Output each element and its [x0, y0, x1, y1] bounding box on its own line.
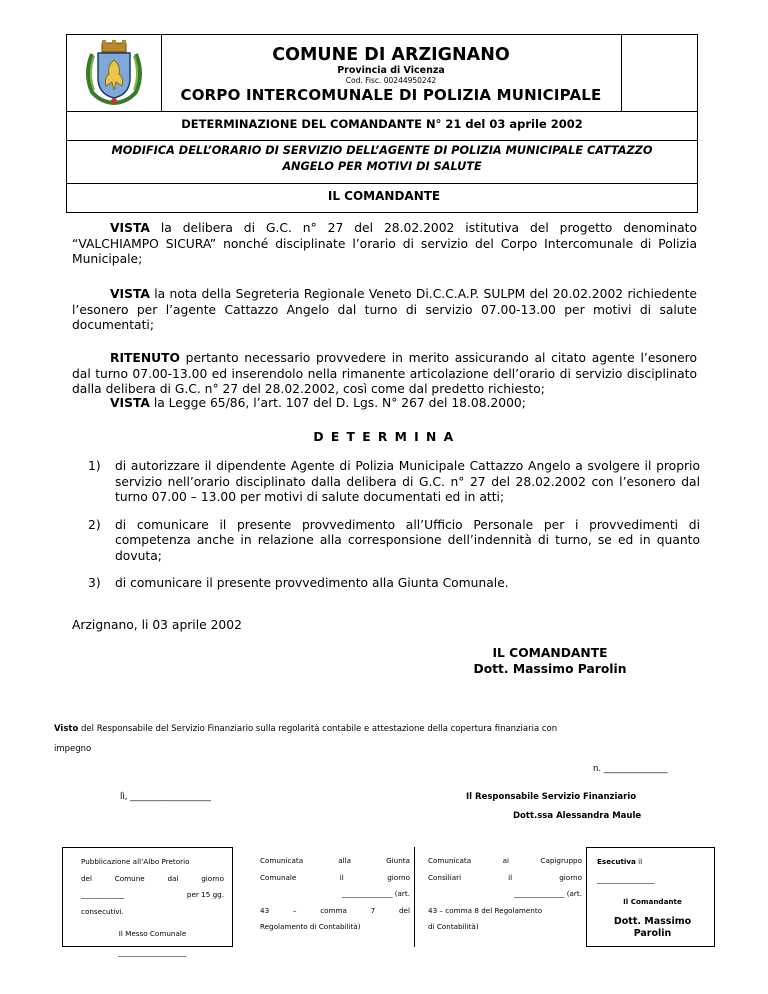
- esecutiva-text: il: [635, 857, 643, 866]
- codice-fiscale: Cod. Fisc. 00244950242: [345, 76, 437, 85]
- cell-word: il: [339, 872, 344, 882]
- giunta-line-3: ______________ (art.: [342, 889, 410, 898]
- cell-word: per 15 gg.: [186, 890, 224, 899]
- cell-word: giorno: [559, 872, 582, 882]
- impegno-number: n. _______________: [593, 764, 668, 774]
- cell-word: alla: [338, 856, 351, 865]
- cell-word: il: [508, 872, 513, 882]
- esecutiva-label: Esecutiva: [597, 857, 636, 866]
- list-item-number: 2): [88, 517, 101, 532]
- vista-label: VISTA: [110, 221, 150, 235]
- comune-title: COMUNE DI ARZIGNANO: [272, 45, 510, 65]
- capigruppo-line-5: di Contabilità): [428, 922, 479, 931]
- paragraph-vista-2: [72, 287, 697, 334]
- cell-word: Consiliari: [428, 872, 462, 882]
- paragraph-ritenuto: [72, 351, 697, 398]
- paragraph-vista-3: [110, 396, 700, 412]
- publication-line-1: Pubblicazione all’Albo Pretorio: [81, 857, 190, 866]
- paragraph-text: pertanto necessario provvedere in merito assicurando al citato agente l’esonero dal turno 07.00-13.00 ed inserendolo nella rimanente articolazione dell’orario di servizio disciplinato dalla delibera di G.C. n° 27 del 28.02.2002, così come dal predetto richiesto;: [72, 351, 697, 396]
- publication-cell: [62, 847, 233, 957]
- visto-text: del Responsabile del Servizio Finanziario sulla regolarità contabile e attestazione della copertura finanziaria con: [78, 724, 558, 734]
- list-item: [88, 459, 700, 506]
- cell-word: Giunta: [386, 856, 410, 865]
- signature-block: [410, 645, 690, 677]
- determinazione-title: DETERMINAZIONE DEL COMANDANTE N° 21 del 03 aprile 2002: [181, 117, 583, 131]
- giunta-line-5: Regolamento di Contabilità): [260, 922, 361, 931]
- cell-word: 43: [260, 905, 270, 915]
- cell-word: ai: [502, 856, 509, 865]
- signature-name: Dott. Massimo Parolin: [473, 662, 627, 676]
- publication-table: [62, 847, 715, 957]
- messo-line: ___________________: [118, 947, 187, 957]
- cell-word: comma: [320, 905, 347, 915]
- cell-word: Comunicata: [260, 856, 304, 865]
- cell-word: giorno: [201, 873, 224, 883]
- divider: [414, 847, 415, 947]
- corpo-title: CORPO INTERCOMUNALE DI POLIZIA MUNICIPALE: [180, 86, 602, 104]
- header-bottom-line: [66, 183, 698, 184]
- determina-heading: D E T E R M I N A: [313, 430, 455, 444]
- vista-label: VISTA: [110, 396, 150, 410]
- list-item: [88, 576, 700, 592]
- cell-word: dal: [167, 873, 179, 883]
- cell-word: Comunale: [260, 872, 297, 882]
- date-field: lì, ___________________: [120, 792, 211, 802]
- cell-blank: ____________: [81, 890, 125, 899]
- cell-word: Capigruppo: [540, 856, 582, 865]
- list-item-text: di comunicare il presente provvedimento all’Ufficio Personale per i provvedimenti di competenza anche in relazione alla corresponsione dell’indennità di turno, se ed in quanto dovuta;: [115, 517, 700, 563]
- cell-word: Comune: [114, 873, 145, 883]
- divider: [66, 111, 698, 112]
- comandante-name: Dott. Massimo Parolin: [613, 916, 692, 939]
- visto-text-2: impegno: [54, 744, 92, 754]
- capigruppo-cell: [416, 847, 582, 947]
- publication-line-4: consecutivi.: [81, 906, 124, 916]
- list-item-text: di autorizzare il dipendente Agente di Polizia Municipale Cattazzo Angelo a svolgere il proprio servizio nell’orario disciplinato dalla delibera di G.C. n° 27 del 28.02.2002 con l’esonero dal turno 07.00 – 13.00 per motivi di salute documentati ed in atti;: [115, 459, 700, 504]
- messo-comunale: Il Messo Comunale: [118, 929, 187, 938]
- paragraph-text: la nota della Segreteria Regionale Veneto Di.C.C.A.P. SULPM del 20.02.2002 richiedente l’esonero per l’agente Cattazzo Angelo dal turno di servizio 07.00-13.00 per motivi di salute documentati;: [72, 287, 697, 332]
- list-item-number: 3): [88, 576, 101, 590]
- ritenuto-label: RITENUTO: [110, 351, 180, 365]
- divider: [66, 140, 698, 141]
- visto-block: [54, 719, 734, 759]
- cell-word: 7: [370, 905, 376, 915]
- list-item: [88, 518, 700, 565]
- paragraph-vista-1: [72, 221, 697, 268]
- signature-title: IL COMANDANTE: [492, 646, 608, 660]
- cell-word: del: [398, 905, 410, 915]
- capigruppo-line-4: 43 – comma 8 del Regolamento: [428, 905, 543, 915]
- oggetto: [60, 143, 704, 175]
- responsabile-name: Dott.ssa Alessandra Maule: [513, 811, 642, 821]
- paragraph-text: la delibera di G.C. n° 27 del 28.02.2002 istitutiva del progetto denominato “VALCHIAMPO SICURA” nonché disciplinate l’orario di servizio del Corpo Intercomunale di Polizia Municipale;: [72, 221, 697, 266]
- coat-of-arms-logo: [80, 40, 148, 106]
- paragraph-text: la Legge 65/86, l’art. 107 del D. Lgs. N° 267 del 18.08.2000;: [149, 396, 526, 410]
- determina-list: [88, 459, 700, 592]
- oggetto-line-1: MODIFICA DELL’ORARIO DI SERVIZIO DELL’AGENTE DI POLIZIA MUNICIPALE CATTAZZO: [111, 144, 653, 157]
- esecutiva-line: ________________: [597, 875, 655, 884]
- cell-word: del: [81, 873, 92, 883]
- cell-word: Comunicata: [428, 856, 472, 865]
- cell-word: –: [292, 905, 297, 915]
- giunta-cell: [248, 847, 410, 947]
- vista-label: VISTA: [110, 287, 150, 301]
- il-comandante-heading: IL COMANDANTE: [327, 189, 441, 203]
- list-item-text: di comunicare il presente provvedimento alla Giunta Comunale.: [115, 576, 509, 590]
- divider: [621, 34, 622, 111]
- capigruppo-line-3: ______________ (art.: [514, 889, 582, 898]
- provincia-label: Provincia di Vicenza: [337, 65, 445, 76]
- oggetto-line-2: ANGELO PER MOTIVI DI SALUTE: [282, 160, 482, 173]
- cell-word: giorno: [387, 872, 410, 882]
- visto-label: Visto: [54, 724, 79, 734]
- comandante-label: Il Comandante: [623, 897, 682, 906]
- header-box: [66, 34, 698, 213]
- responsabile-title: Il Responsabile Servizio Finanziario: [466, 792, 637, 802]
- esecutiva-cell: [586, 847, 715, 947]
- list-item-number: 1): [88, 459, 101, 473]
- place-date: Arzignano, li 03 aprile 2002: [72, 618, 242, 632]
